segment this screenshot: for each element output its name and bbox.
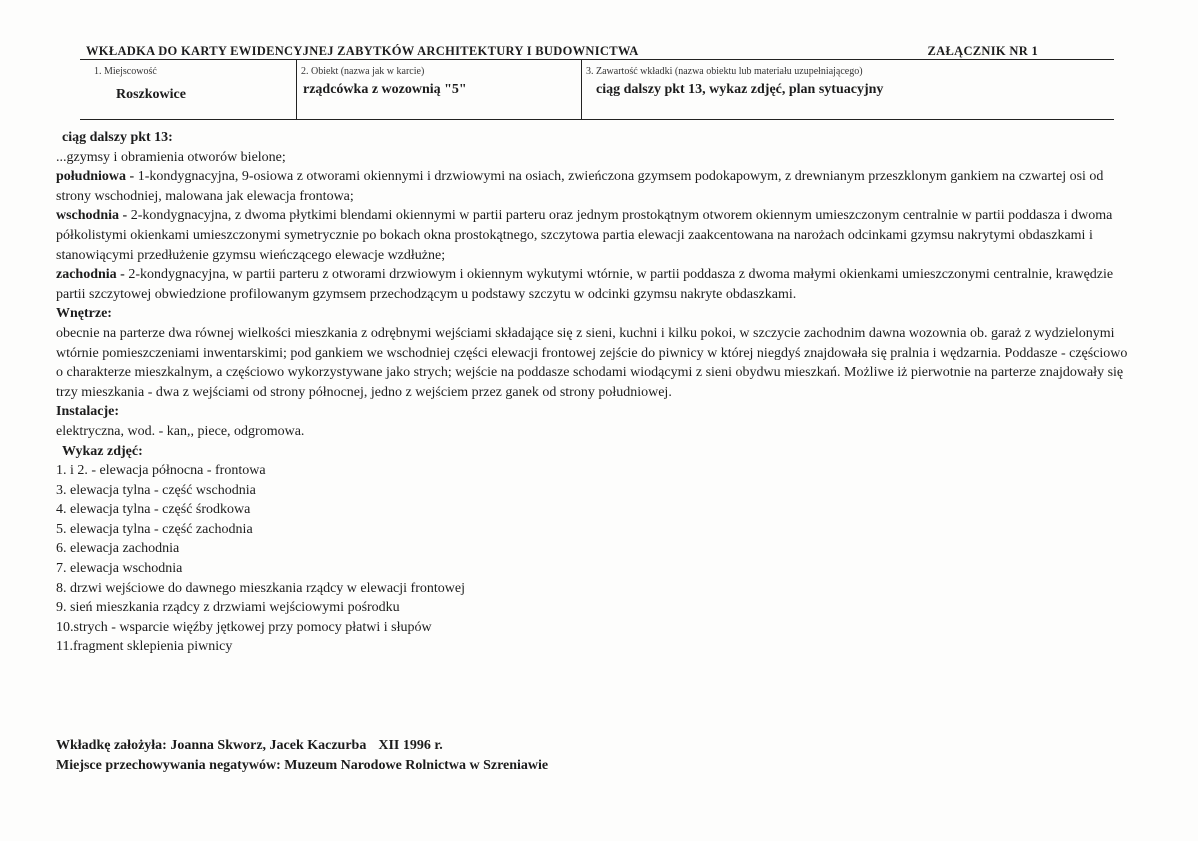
east-elevation-label: wschodnia - <box>56 208 131 224</box>
storage-location: Muzeum Narodowe Rolnictwa w Szreniawie <box>284 758 549 773</box>
east-elevation-text: 2-kondygnacyjna, z dwoma płytkimi blendami okiennymi w partii parteru oraz jednym prostokątnym otworem okiennym umieszczonym centralnie w partii poddasza i dwoma półkolistymi okienkami umieszczonymi symetrycznie po bokach okna prostokątnego, szczytowa partia elewacji zaakcentowana na narożach odcinkami gzymsu nakrytymi obdaszkami i stanowiącymi przedłużenie gzymsu wieńczącego elewacje wzdłużne; <box>56 208 1113 263</box>
photo-list-item: 1. i 2. - elewacja północna - frontowa <box>56 463 266 479</box>
object-value: rządcówka z wozownią "5" <box>303 82 467 97</box>
locality-cell <box>80 60 296 119</box>
body-line-cornices: ...gzymsy i obramienia otworów bielone; <box>56 149 286 165</box>
object-cell <box>296 60 582 119</box>
west-elevation-label: zachodnia - <box>56 267 129 283</box>
content-cell <box>581 60 1115 119</box>
photo-list-item: 6. elewacja zachodnia <box>56 541 180 557</box>
south-elevation-label: południowa - <box>56 169 138 185</box>
storage-label: Miejsce przechowywania negatywów: <box>56 758 285 773</box>
photo-list-item: 9. sień mieszkania rządcy z drzwiami wejściowymi pośrodku <box>56 600 400 616</box>
document-title: WKŁADKA DO KARTY EWIDENCYJNEJ ZABYTKÓW ARCHITEKTURY I BUDOWNICTWA <box>86 44 639 58</box>
photo-list-item: 11.fragment sklepienia piwnicy <box>56 639 233 655</box>
photos-heading: Wykaz zdjęć: <box>62 443 143 459</box>
photo-list <box>56 461 1136 657</box>
east-elevation-paragraph <box>56 206 1136 265</box>
content-label: 3. Zawartość wkładki (nazwa obiektu lub materiału uzupełniającego) <box>586 66 863 77</box>
content-value: ciąg dalszy pkt 13, wykaz zdjęć, plan sytuacyjny <box>596 82 884 97</box>
west-elevation-paragraph <box>56 265 1136 304</box>
annex-number: ZAŁĄCZNIK NR 1 <box>927 44 1038 58</box>
object-label: 2. Obiekt (nazwa jak w karcie) <box>301 66 425 77</box>
south-elevation-text: 1-kondygnacyjna, 9-osiowa z otworami okiennymi i drzwiowymi na osiach, zwieńczona gzymsem podokapowym, z drewnianym przeszklonym gankiem na czwartej osi od strony wschodniej, malowana jak elewacja frontowa; <box>56 169 1104 204</box>
west-elevation-text: 2-kondygnacyjna, w partii parteru z otworami drzwiowym i okiennym wykutymi wtórnie, w partii poddasza z dwoma małymi okienkami umieszczonymi centralnie, krawędzie partii szczytowej obwiedzione profilowanym gzymsem przechodzącym u podstawy szczytu w odcinki gzymsu nakryte obdaszkami. <box>56 267 1114 302</box>
author-row <box>56 736 548 756</box>
installations-heading: Instalacje: <box>56 404 119 420</box>
header-fields-table <box>80 59 1114 120</box>
photo-list-item: 5. elewacja tylna - część zachodnia <box>56 521 253 537</box>
photo-list-item: 8. drzwi wejściowe do dawnego mieszkania rządcy w elewacji frontowej <box>56 580 465 596</box>
south-elevation-paragraph <box>56 167 1136 206</box>
interior-heading: Wnętrze: <box>56 306 112 322</box>
storage-row <box>56 756 548 776</box>
locality-label: 1. Miejscowość <box>94 66 157 77</box>
author-label: Wkładkę założyła: <box>56 738 171 753</box>
continuation-heading: ciąg dalszy pkt 13: <box>62 130 173 145</box>
photo-list-item: 7. elewacja wschodnia <box>56 561 183 577</box>
authors: Joanna Skworz, Jacek Kaczurba <box>170 738 367 753</box>
photo-list-item: 4. elewacja tylna - część środkowa <box>56 502 251 518</box>
creation-date: XII 1996 r. <box>378 738 443 753</box>
installations-text: elektryczna, wod. - kan,, piece, odgromowa. <box>56 423 305 439</box>
photo-list-item: 3. elewacja tylna - część wschodnia <box>56 482 256 498</box>
document-body <box>56 128 1136 657</box>
locality-value: Roszkowice <box>116 87 186 102</box>
document-footer <box>56 736 548 776</box>
interior-text: obecnie na parterze dwa równej wielkości mieszkania z odrębnymi wejściami składające się z sieni, kuchni i kilku pokoi, w szczycie zachodnim dawna wozownia ob. garaż z wydzielonymi wtórnie pomieszczeniami inwentarskimi; pod gankiem we wschodniej części elewacji frontowej zejście do piwnicy w której niegdyś znajdowała się pralnia i wędzarnia. Poddasze - częściowo o charakterze mieszkalnym, a częściowo wykorzystywane jako strych; wejście na poddasze schodami wiodącymi z sieni obydwu mieszkań. Możliwe iż pierwotnie na parterze znajdowały się trzy mieszkania - dwa z wejściami od strony północnej, jedno z wejściem przez ganek od strony południowej. <box>56 325 1128 400</box>
photo-list-item: 10.strych - wsparcie więźby jętkowej przy pomocy płatwi i słupów <box>56 619 432 635</box>
